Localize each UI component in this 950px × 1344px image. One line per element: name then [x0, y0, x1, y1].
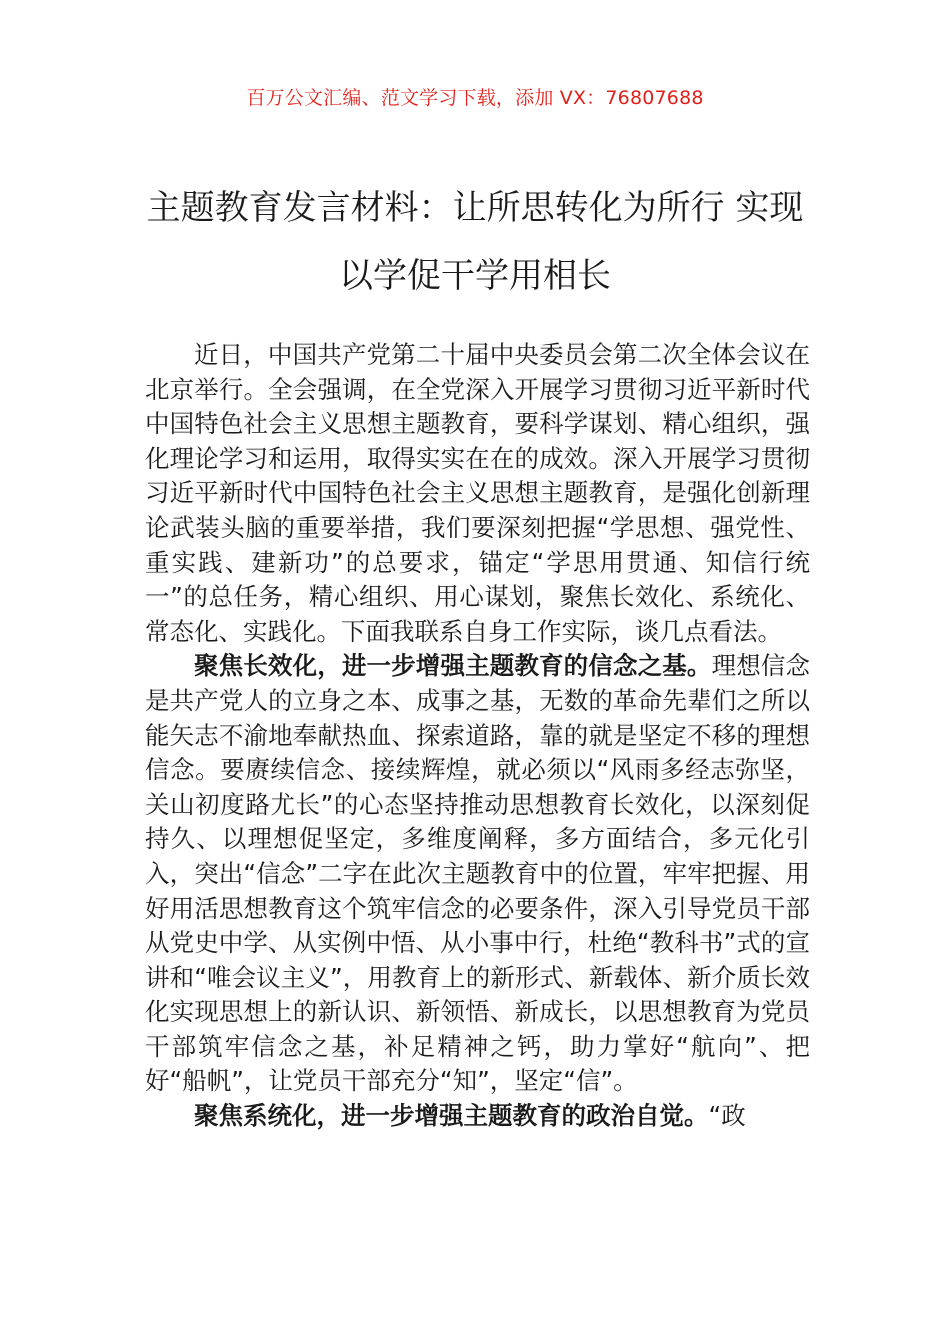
- paragraph-text: 近日，中国共产党第二十届中央委员会第二次全体会议在北京举行。全会强调，在全党深入开展学习贯彻习近平新时代中国特色社会主义思想主题教育，要科学谋划、精心组织，强化理论学习和运用，取得实实在在的成效。深入开展学习贯彻习近平新时代中国特色社会主义思想主题教育，是强化创新理论武装头脑的重要举措，我们要深刻把握“学思想、强党性、重实践、建新功”的总要求，锚定“学思用贯通、知信行统一”的总任务，精心组织、用心谋划，聚焦长效化、系统化、常态化、实践化。下面我联系自身工作实际，谈几点看法。: [145, 340, 810, 646]
- paragraph: [145, 1099, 810, 1134]
- document-title: 主题教育发言材料：让所思转化为所行 实现以学促干学用相长: [146, 188, 804, 296]
- paragraph: [145, 338, 810, 649]
- paragraph-text: 理想信念是共产党人的立身之本、成事之基，无数的革命先辈们之所以能矢志不渝地奉献热血、探索道路，靠的就是坚定不移的理想信念。要赓续信念、接续辉煌，就必须以“风雨多经志弥坚，关山初度路尤长”的心态坚持推动思想教育长效化，以深刻促持久、以理想促坚定，多维度阐释，多方面结合，多元化引入，突出“信念”二字在此次主题教育中的位置，牢牢把握、用好用活思想教育这个筑牢信念的必要条件，深入引导党员干部从党史中学、从实例中悟、从小事中行，杜绝“教科书”式的宣讲和“唯会议主义”，用教育上的新形式、新载体、新介质长效化实现思想上的新认识、新领悟、新成长，以思想教育为党员干部筑牢信念之基，补足精神之钙，助力掌好“航向”、把好“船帆”，让党员干部充分“知”，坚定“信”。: [145, 651, 810, 1096]
- document-body: [145, 338, 810, 1134]
- paragraph-text: “政: [708, 1101, 746, 1131]
- paragraph-lead: 聚焦系统化，进一步增强主题教育的政治自觉。: [194, 1101, 709, 1131]
- paragraph-lead: 聚焦长效化，进一步增强主题教育的信念之基。: [194, 651, 712, 681]
- paragraph: [145, 649, 810, 1099]
- watermark-text: 百万公文汇编、范文学习下载，添加 VX：76807688: [246, 87, 704, 109]
